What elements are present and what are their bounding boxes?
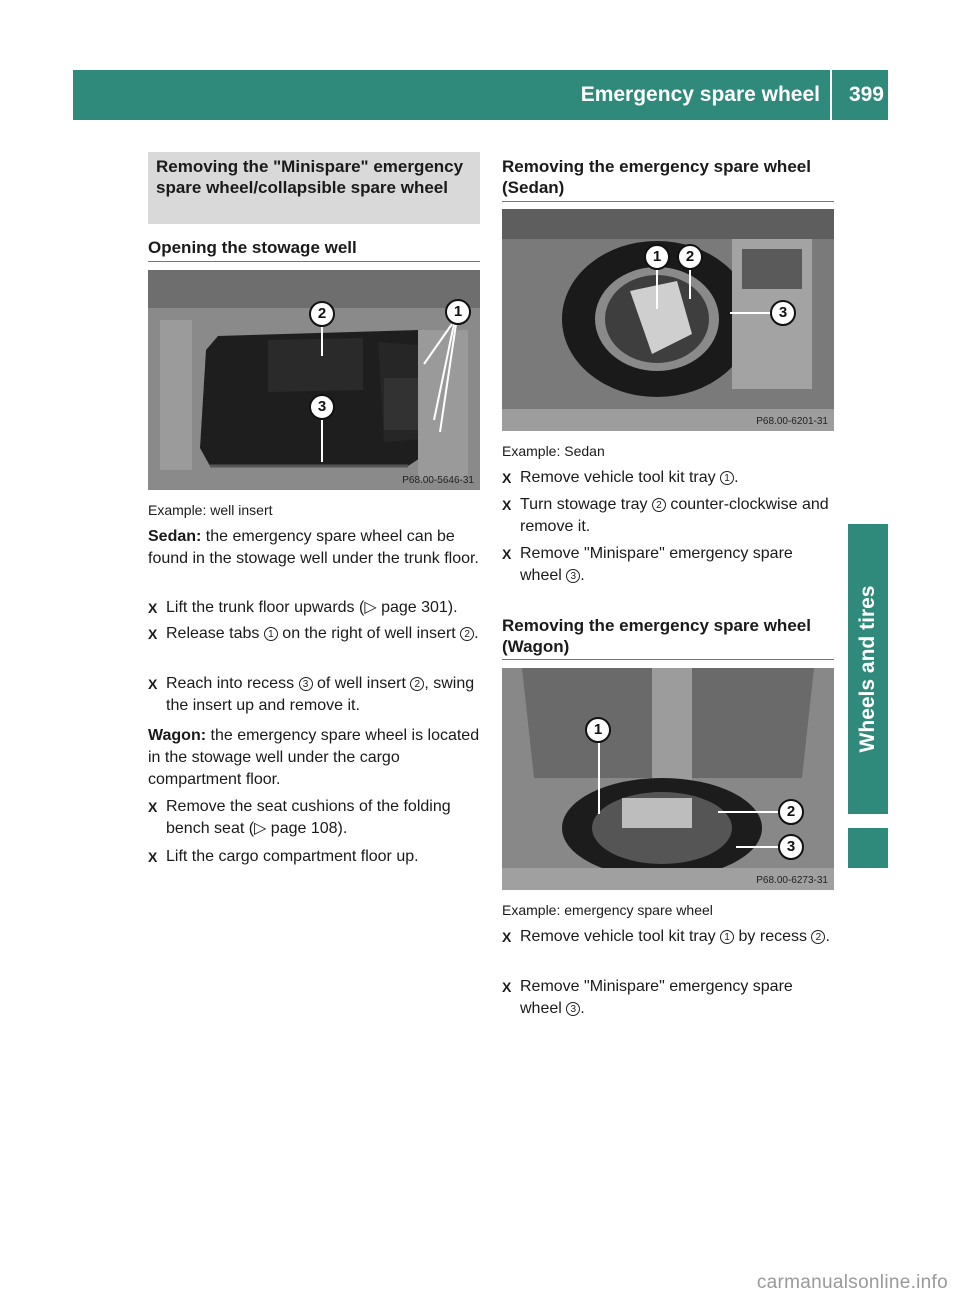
sedan-label: Sedan:	[148, 528, 202, 545]
step-item: X Reach into recess 3 of well insert 2 , swing the insert up and remove it.	[148, 673, 498, 717]
step-item: X Release tabs 1 on the right of well insert 2 .	[148, 623, 486, 645]
callout-line	[656, 269, 658, 309]
section-heading: Removing the "Minispare" emergency spare wheel/collapsible spare wheel	[148, 152, 480, 224]
image-caption: Example: emergency spare wheel	[502, 902, 713, 918]
step-item: X Turn stowage tray 2 counter-clockwise and remove it.	[502, 494, 840, 538]
sedan-text: the emergency spare wheel can be found in the stowage well under the trunk floor.	[148, 528, 479, 567]
page-number: 399	[848, 83, 884, 106]
step-item: X Remove "Minispare" emergency spare wheel 3 .	[502, 976, 830, 1020]
step-item: X Remove "Minispare" emergency spare wheel 3 .	[502, 543, 830, 587]
callout-ref: 2	[410, 677, 424, 691]
chapter-tab-label: Wheels and tires	[856, 585, 879, 753]
image-caption: Example: well insert	[148, 502, 273, 518]
callout-ref: 2	[652, 498, 666, 512]
callout-2: 2	[778, 799, 804, 825]
callout-3: 3	[778, 834, 804, 860]
header-divider	[830, 70, 832, 120]
step-item: X Lift the cargo compartment floor up.	[148, 846, 498, 868]
wagon-text: the emergency spare wheel is located in the stowage well under the cargo compartment floor.	[148, 727, 480, 788]
sedan-paragraph	[148, 526, 480, 570]
callout-ref: 1	[720, 471, 734, 485]
callout-1: 1	[585, 717, 611, 743]
subsection-heading: Opening the stowage well	[148, 238, 357, 257]
header-bar	[73, 70, 888, 120]
callout-ref: 2	[811, 930, 825, 944]
callout-ref: 2	[460, 627, 474, 641]
callout-ref: 1	[720, 930, 734, 944]
callout-line	[736, 846, 778, 848]
callout-line	[730, 312, 770, 314]
chapter-tab[interactable]	[848, 524, 888, 814]
wagon-spare-photo	[502, 668, 834, 890]
step-item: X Remove vehicle tool kit tray 1 by recess 2 .	[502, 926, 830, 948]
callout-3: 3	[770, 300, 796, 326]
callout-ref: 3	[566, 1002, 580, 1016]
step-item: X Remove vehicle tool kit tray 1 .	[502, 467, 852, 489]
sedan-section-heading: Removing the emergency spare wheel (Sedan)	[502, 157, 811, 197]
watermark: carmanualsonline.info	[756, 1272, 948, 1293]
image-code: P68.00-5646-31	[402, 475, 474, 486]
callout-line	[718, 811, 778, 813]
heading-rule	[148, 261, 480, 262]
chapter-marker	[848, 828, 888, 868]
callout-2: 2	[677, 244, 703, 270]
image-code: P68.00-6273-31	[756, 875, 828, 886]
page-title: Emergency spare wheel	[580, 83, 820, 106]
callout-ref: 3	[299, 677, 313, 691]
well-insert-photo	[148, 270, 480, 490]
callout-1: 1	[644, 244, 670, 270]
image-code: P68.00-6201-31	[756, 416, 828, 427]
step-item: X Lift the trunk floor upwards (▷ page 301).	[148, 597, 498, 619]
callout-1: 1	[445, 299, 471, 325]
heading-rule	[502, 659, 834, 660]
callout-line	[598, 734, 600, 814]
callout-3: 3	[309, 394, 335, 420]
sedan-spare-photo	[502, 209, 834, 431]
callout-ref: 3	[566, 569, 580, 583]
wagon-section-heading: Removing the emergency spare wheel (Wagon)	[502, 616, 811, 656]
callout-line	[689, 269, 691, 299]
heading-rule	[502, 201, 834, 202]
callout-ref: 1	[264, 627, 278, 641]
wagon-paragraph	[148, 725, 480, 791]
step-item: X Remove the seat cushions of the folding bench seat (▷ page 108).	[148, 796, 498, 840]
image-caption: Example: Sedan	[502, 443, 605, 459]
wagon-label: Wagon:	[148, 727, 207, 744]
callout-2: 2	[309, 301, 335, 327]
